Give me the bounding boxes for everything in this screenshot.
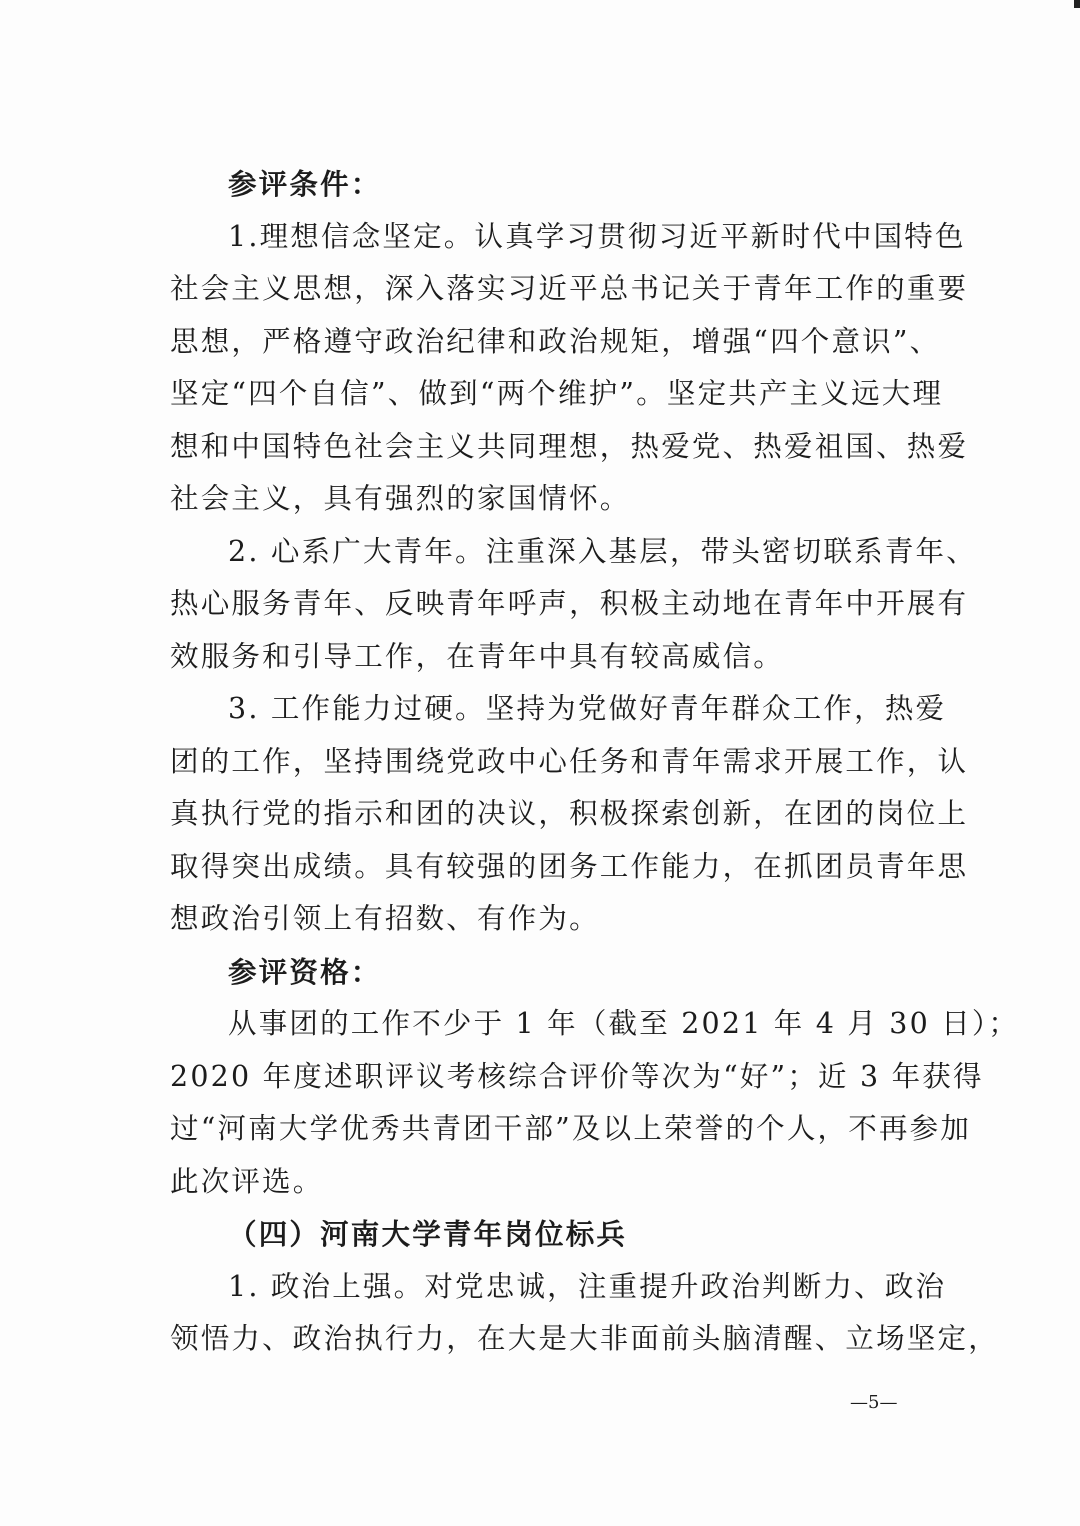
section-heading-criteria: 参评条件： [228, 167, 382, 201]
paragraph-line: 热心服务青年、反映青年呼声，积极主动地在青年中开展有 [170, 587, 969, 620]
scan-corner-mark [1074, 0, 1080, 8]
paragraph-line: 效服务和引导工作，在青年中具有较高威信。 [170, 639, 785, 673]
paragraph-line: 此次评选。 [170, 1164, 324, 1198]
section-heading-post-model: （四）河南大学青年岗位标兵 [228, 1217, 628, 1251]
paragraph-line: 取得突出成绩。具有较强的团务工作能力，在抓团员青年思 [170, 849, 969, 883]
paragraph-line: 1. 政治上强。对党忠诚，注重提升政治判断力、政治 [228, 1269, 947, 1303]
body-text [170, 158, 1020, 1366]
paragraph-line: 思想，严格遵守政治纪律和政治规矩，增强“四个意识”、 [170, 324, 941, 358]
paragraph-line: 1.理想信念坚定。认真学习贯彻习近平新时代中国特色 [228, 219, 966, 253]
paragraph-line: 想和中国特色社会主义共同理想，热爱党、热爱祖国、热爱 [170, 429, 969, 463]
paragraph-line: 3. 工作能力过硬。坚持为党做好青年群众工作，热爱 [228, 692, 947, 725]
page-number: —5— [850, 1392, 898, 1413]
paragraph-line: 领悟力、政治执行力，在大是大非面前头脑清醒、立场坚定， [170, 1322, 999, 1355]
paragraph-line: 过“河南大学优秀共青团干部”及以上荣誉的个人，不再参加 [170, 1112, 972, 1145]
paragraph-line: 真执行党的指示和团的决议，积极探索创新，在团的岗位上 [170, 797, 969, 830]
paragraph-line: 2020 年度述职评议考核综合评价等次为“好”；近 3 年获得 [170, 1059, 984, 1093]
paragraph-line: 坚定“四个自信”、做到“两个维护”。坚定共产主义远大理 [170, 377, 944, 410]
paragraph-line: 社会主义，具有强烈的家国情怀。 [170, 482, 631, 515]
paragraph-line: 从事团的工作不少于 1 年（截至 2021 年 4 月 30 日）； [228, 1007, 1020, 1040]
paragraph-line: 团的工作，坚持围绕党政中心任务和青年需求开展工作，认 [170, 744, 969, 778]
section-heading-qualification: 参评资格： [228, 954, 382, 989]
paragraph-line: 2. 心系广大青年。注重深入基层，带头密切联系青年、 [228, 534, 977, 568]
paragraph-line: 社会主义思想，深入落实习近平总书记关于青年工作的重要 [170, 272, 969, 305]
paragraph-line: 想政治引领上有招数、有作为。 [170, 902, 600, 935]
